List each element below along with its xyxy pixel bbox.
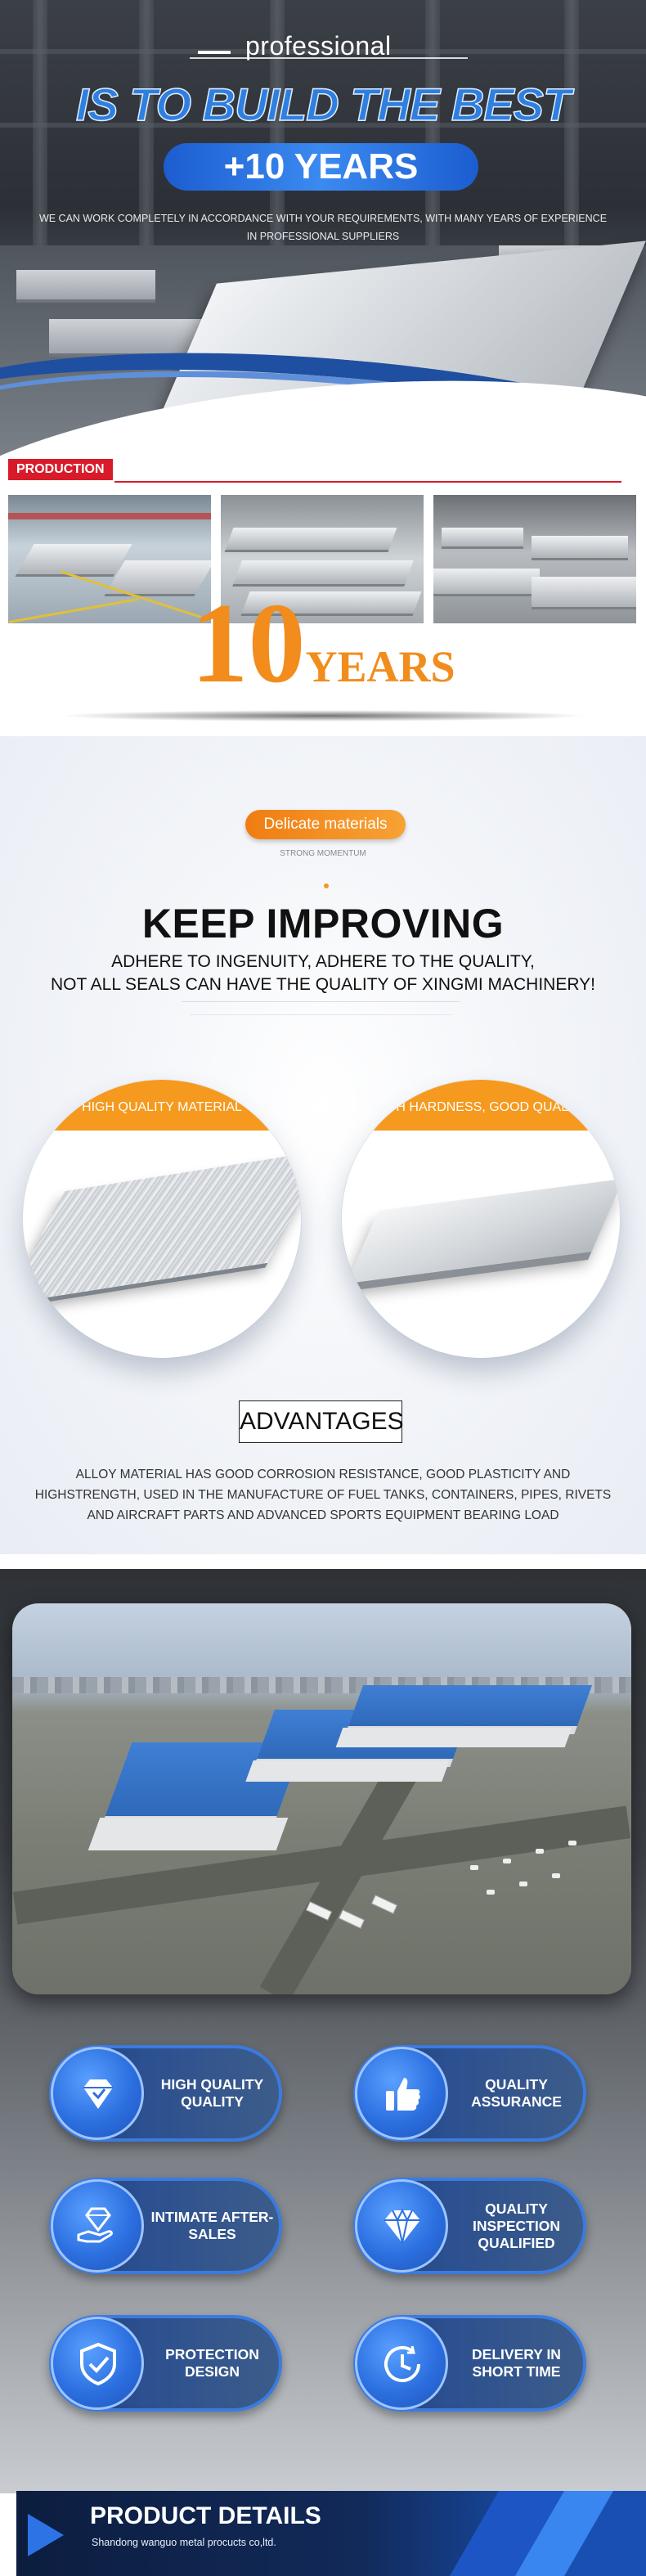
quality-statement-line1: ADHERE TO INGENUITY, ADHERE TO THE QUALITY,: [111, 952, 535, 971]
card-caption-text: HIGH HARDNESS, GOOD QUALITY: [372, 1100, 590, 1114]
quality-statement-line2: NOT ALL SEALS CAN HAVE THE QUALITY OF XINGMI MACHINERY!: [51, 975, 595, 994]
product-details-banner: [16, 2491, 646, 2576]
product-details-title: PRODUCT DETAILS: [90, 2502, 321, 2529]
feature-delivery: [353, 2315, 586, 2412]
production-divider: [114, 481, 621, 483]
delicate-materials-pill: Delicate materials: [245, 810, 406, 839]
keep-improving-heading: KEEP IMPROVING: [141, 901, 505, 946]
material-card-high-quality: [23, 1080, 301, 1358]
sheet-stack: [49, 319, 204, 357]
play-triangle-icon: [28, 2514, 64, 2556]
factory-aerial-photo: [12, 1603, 631, 1994]
shield-check-icon: [51, 2317, 144, 2410]
card-caption-text: HIGH QUALITY MATERIAL: [82, 1100, 242, 1114]
years-number: 10: [191, 580, 306, 707]
feature-label: QUALITY ASSURANCE: [471, 2076, 562, 2110]
feature-label: INTIMATE AFTER-SALES: [150, 2209, 274, 2242]
production-label: PRODUCTION: [8, 459, 113, 480]
feature-protection: [49, 2315, 282, 2412]
hand-diamond-icon: [51, 2179, 144, 2273]
hero-banner: [0, 0, 646, 458]
material-card-high-hardness: [342, 1080, 620, 1358]
thick-plate-image: [347, 1179, 620, 1284]
shadow-divider: [57, 710, 589, 722]
divider-line: [182, 1001, 460, 1002]
quality-statement: [0, 951, 646, 996]
gem-icon: [355, 2179, 448, 2273]
feature-label: DELIVERY IN SHORT TIME: [472, 2346, 561, 2380]
feature-label: PROTECTION DESIGN: [165, 2346, 259, 2380]
eyebrow-dash: [198, 51, 231, 54]
feature-quality-assurance: [353, 2045, 586, 2142]
orange-dot: [324, 883, 329, 888]
brushed-plate-image: [23, 1150, 301, 1304]
company-name: Shandong wanguo metal procucts co,ltd.: [92, 2537, 276, 2548]
feature-after-sales: [49, 2178, 282, 2274]
feature-high-quality: [49, 2045, 282, 2142]
years-badge: +10 YEARS: [164, 143, 478, 191]
hero-title: IS TO BUILD THE BEST: [75, 79, 571, 130]
feature-label: QUALITY INSPECTION QUALIFIED: [473, 2200, 560, 2251]
sheet-stack: [16, 270, 155, 303]
thumbs-up-icon: [355, 2047, 448, 2140]
years-word: YEARS: [305, 642, 455, 691]
feature-label: HIGH QUALITY QUALITY: [160, 2076, 264, 2110]
clock-icon: [355, 2317, 448, 2410]
card-caption: [342, 1080, 620, 1131]
diamond-icon: [51, 2047, 144, 2140]
advantages-text: ALLOY MATERIAL HAS GOOD CORROSION RESISTANCE, GOOD PLASTICITY AND HIGHSTRENGTH, USED IN THE MANUFACTURE OF FUEL TANKS, CONTAINERS, PIPES, RIVETS AND AIRCRAFT PARTS AND ADVANCED SPORTS EQUIPMENT BEARING LOAD: [34, 1468, 612, 1522]
card-caption: [23, 1080, 301, 1131]
ten-years-graphic: [0, 582, 646, 705]
advantages-heading: ADVANTAGES: [239, 1400, 402, 1443]
feature-inspection: [353, 2178, 586, 2274]
hero-eyebrow: professional: [245, 31, 392, 61]
hero-subtitle: WE CAN WORK COMPLETELY IN ACCORDANCE WITH YOUR REQUIREMENTS, WITH MANY YEARS OF EXPERIENCE IN PROFESSIONAL SUPPLIERS: [38, 213, 608, 242]
tagline: STRONG MOMENTUM: [280, 849, 366, 858]
divider-line: [190, 1014, 451, 1015]
